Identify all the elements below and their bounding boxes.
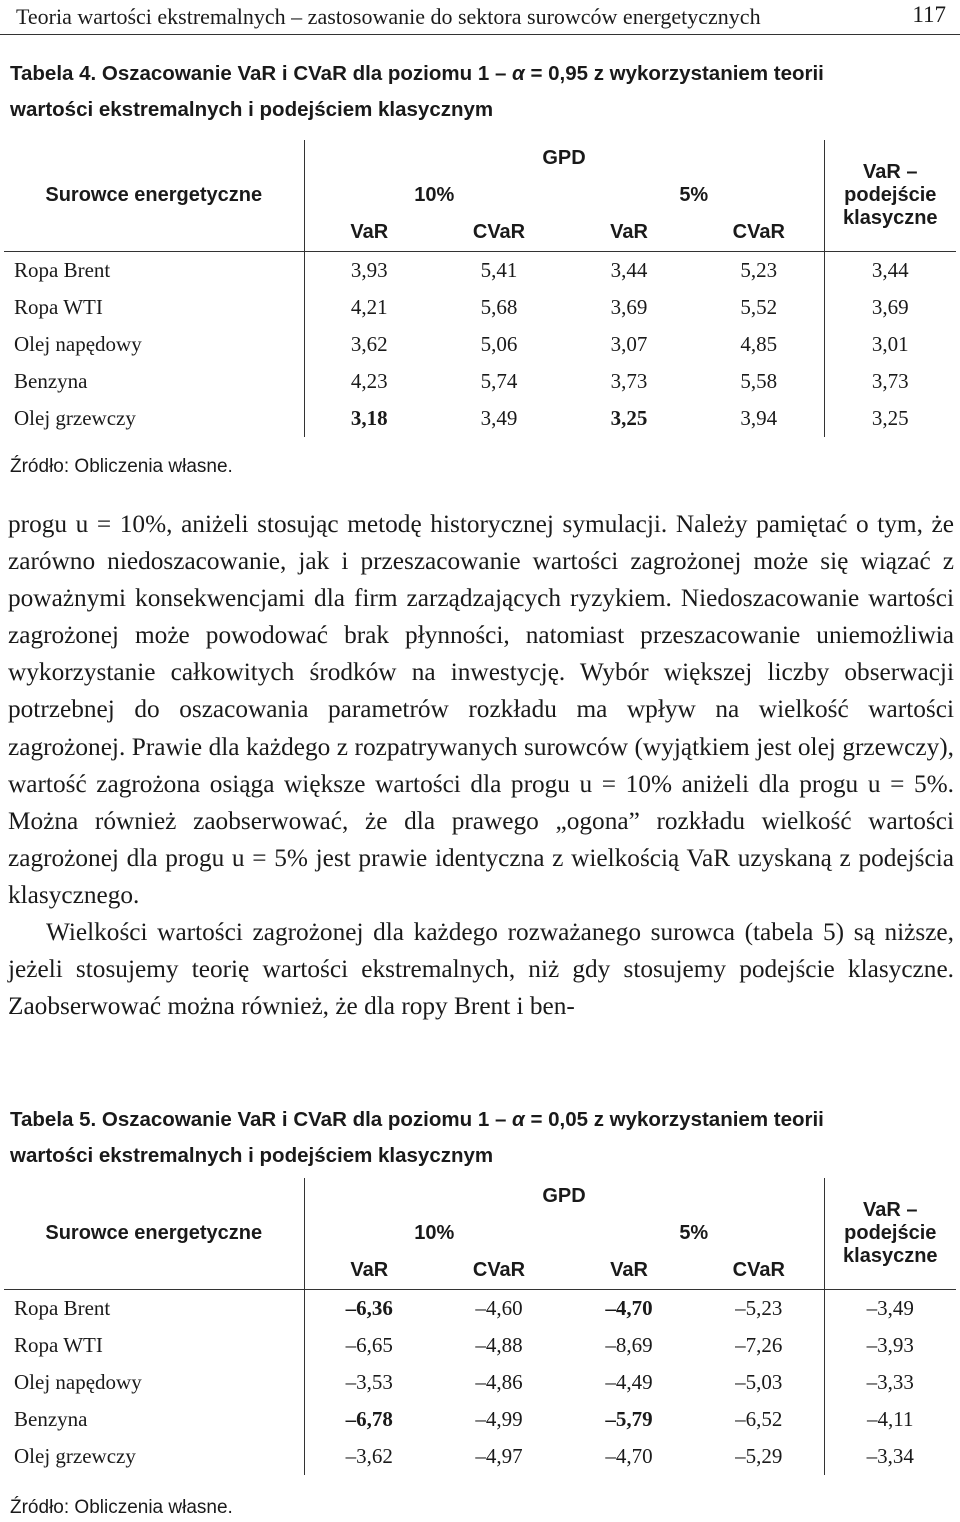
cell-v5: 3,69 [610,295,648,319]
cell-v10: 3,93 [304,252,434,290]
cell-cl: –3,33 [824,1364,956,1401]
table4-header-var10: VaR [304,214,434,252]
table-row [4,1401,956,1438]
cell-v10: –6,36 [304,1290,434,1328]
table5-source: Źródło: Obliczenia własne. [10,1497,233,1518]
table4 [4,140,956,437]
row-label: Ropa WTI [14,295,103,319]
row-label: Ropa Brent [4,252,304,290]
table5-header-name: Surowce energetyczne [45,1222,263,1244]
row-label: Olej napędowy [14,332,142,356]
row-label: Benzyna [14,369,88,393]
row-label: Olej grzewczy [14,1444,136,1468]
cell-v5: 3,07 [610,332,648,356]
cell-cl: –4,11 [824,1401,956,1438]
cell-v5: –4,49 [605,1370,653,1394]
row-label: Ropa Brent [4,1290,304,1328]
cell-c5: –7,26 [735,1333,783,1357]
table4-header-name: Surowce energetyczne [45,184,263,206]
row-label: Ropa WTI [14,1333,103,1357]
cell-c10: –4,97 [475,1444,523,1468]
cell-c10: –4,88 [475,1333,523,1357]
table5-header-5: 5% [679,1222,709,1244]
table5-header-cvar5: CVaR [732,1259,785,1281]
table-row [4,289,956,326]
cell-v10: 4,21 [304,289,434,326]
table5-caption-line2: wartości ekstremalnych i podejściem klasycznym [10,1144,494,1167]
table4-source: Źródło: Obliczenia własne. [10,456,233,477]
cell-c5: –5,03 [735,1370,783,1394]
cell-v10: –6,65 [304,1327,434,1364]
cell-c10: 3,49 [480,406,518,430]
cell-v5: 3,25 [610,406,648,430]
cell-v10: 3,62 [304,326,434,363]
cell-v10: 4,23 [304,363,434,400]
cell-c5: 5,23 [694,252,824,290]
table-row [4,400,956,437]
table-row [4,363,956,400]
table5-header-10: 10% [304,1215,564,1252]
paragraph-1: progu u = 10%, aniżeli stosując metodę historycznej symulacji. Należy pamiętać o tym, że zarówno niedoszacowanie, jak i przeszacowanie wartości zagrożonej może się wiązać z poważnymi konsekwencjami dla firm zarządzających ryzykiem. Niedoszacowanie wartości zagrożonej może powodować brak płynności, natomiast przeszacowanie uniemożliwia wykorzystanie całkowitych środków na inwestycję. Wybór większej liczby obserwacji potrzebnej do oszacowania parametrów rozkładu ma wpływ na wielkość wartości zagrożonej. Prawie dla każdego z rozpatrywanych surowców (wyjątkiem jest olej grzewczy), wartość zagrożona osiąga większe wartości dla progu u = 10% aniżeli dla progu u = 5%. Można również zaobserwować, że dla prawego „ogona” rozkładu wielkość wartości zagrożonej dla progu u = 5% jest prawie identyczna z wielkością VaR uzyskaną z podejścia klasycznego. [8,510,954,909]
cell-cl: 3,01 [824,326,956,363]
table-row [4,252,956,290]
cell-c10: 5,68 [480,295,518,319]
table-row [4,1364,956,1401]
cell-v10: –3,62 [304,1438,434,1475]
table4-header-cvar5: CVaR [732,221,785,243]
cell-c10: –4,60 [434,1290,564,1328]
cell-cl: –3,34 [824,1438,956,1475]
table-row [4,1327,956,1364]
cell-c5: –6,52 [735,1407,783,1431]
row-label: Benzyna [14,1407,88,1431]
cell-c5: 5,52 [740,295,778,319]
cell-c10: 5,41 [434,252,564,290]
cell-v10: 3,18 [304,400,434,437]
cell-v5: –4,70 [564,1290,694,1328]
table5-header-classic: VaR – podejście klasyczne [824,1178,956,1290]
cell-v10: –6,78 [304,1401,434,1438]
table4-header-10: 10% [304,177,564,214]
running-header-title: Teoria wartości ekstremalnych – zastosowanie do sektora surowców energetycznych [16,4,761,29]
table5-header-var5: VaR [610,1259,648,1281]
table4-caption [10,56,940,128]
table4-header-5: 5% [679,184,709,206]
cell-v5: –4,70 [605,1444,653,1468]
table-row [4,326,956,363]
cell-v5: –5,79 [605,1407,653,1431]
table5-caption-line1: Tabela 5. Oszacowanie VaR i CVaR dla poziomu 1 – α = 0,05 z wykorzystaniem teorii [10,1108,824,1131]
table5-header-gpd: GPD [304,1178,824,1215]
cell-c10: –4,86 [475,1370,523,1394]
cell-c5: –5,29 [735,1444,783,1468]
cell-cl: –3,49 [824,1290,956,1328]
table4-header-var5: VaR [610,221,648,243]
cell-c10: 5,06 [480,332,518,356]
cell-v5: 3,44 [564,252,694,290]
table4-caption-line2: wartości ekstremalnych i podejściem klasycznym [10,98,494,121]
cell-c5: 5,58 [740,369,778,393]
cell-v5: –8,69 [605,1333,653,1357]
cell-v10: –3,53 [304,1364,434,1401]
row-label: Olej napędowy [14,1370,142,1394]
cell-c5: 4,85 [740,332,778,356]
cell-c5: –5,23 [694,1290,824,1328]
cell-c5: 3,94 [740,406,778,430]
paragraph-2: Wielkości wartości zagrożonej dla każdego rozważanego surowca (tabela 5) są niższe, jeżeli stosujemy teorię wartości ekstremalnych, niż gdy stosujemy podejście klasyczne. Zaobserwować można również, że dla ropy Brent i ben- [8,918,954,1021]
table-row [4,1438,956,1475]
cell-cl: 3,44 [824,252,956,290]
cell-c10: –4,99 [475,1407,523,1431]
table5-header-var10: VaR [304,1252,434,1290]
cell-v5: 3,73 [610,369,648,393]
running-header [0,0,960,35]
cell-cl: 3,25 [824,400,956,437]
page-number: 117 [912,2,946,27]
table4-header-classic: VaR – podejście klasyczne [824,140,956,252]
table-row [4,1290,956,1328]
cell-cl: 3,73 [824,363,956,400]
row-label: Olej grzewczy [14,406,136,430]
table5-caption [10,1102,940,1174]
cell-cl: –3,93 [824,1327,956,1364]
table4-header-cvar10: CVaR [472,221,526,243]
table4-header-gpd: GPD [304,140,824,177]
body-text [8,506,954,1025]
cell-cl: 3,69 [824,289,956,326]
table4-caption-line1: Tabela 4. Oszacowanie VaR i CVaR dla poziomu 1 – α = 0,95 z wykorzystaniem teorii [10,62,824,85]
table5 [4,1178,956,1475]
table5-header-cvar10: CVaR [472,1259,526,1281]
cell-c10: 5,74 [480,369,518,393]
